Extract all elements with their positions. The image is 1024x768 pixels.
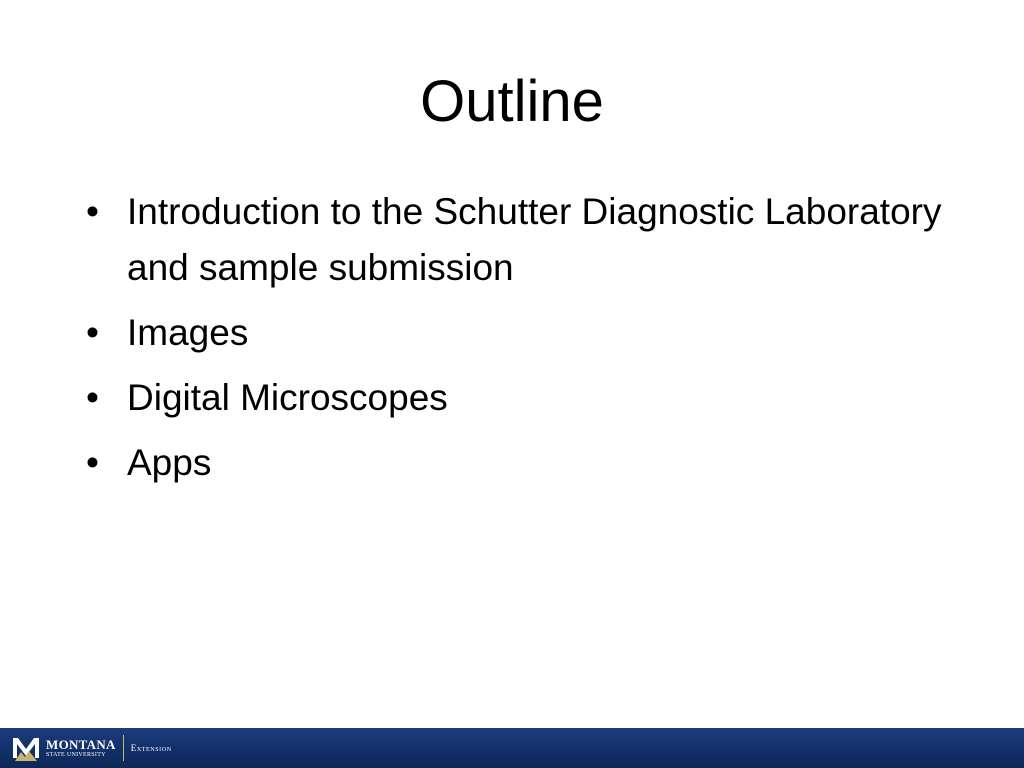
bullet-marker: •	[86, 312, 99, 353]
logo-wordmark	[46, 738, 116, 759]
bullet-marker: •	[86, 442, 99, 483]
logo-divider	[123, 735, 124, 761]
bullet-text: Apps	[127, 442, 212, 483]
footer-bar	[0, 728, 1024, 768]
bullet-list	[86, 184, 956, 500]
bullet-item	[86, 435, 956, 491]
msu-m-mountain-icon	[12, 734, 40, 762]
msu-extension-logo	[12, 734, 172, 762]
logo-montana-text: MONTANA	[46, 736, 116, 752]
bullet-item	[86, 184, 956, 296]
logo-state-university-text: STATE UNIVERSITY	[46, 751, 106, 758]
slide-title: Outline	[420, 69, 604, 134]
bullet-item	[86, 370, 956, 426]
logo-extension-text: Extension	[130, 743, 172, 753]
bullet-text: Digital Microscopes	[127, 377, 448, 418]
bullet-text: Images	[127, 312, 249, 353]
bullet-text: Introduction to the Schutter Diagnostic Laboratory and sample submission	[127, 191, 942, 288]
bullet-marker: •	[86, 377, 99, 418]
bullet-marker: •	[86, 191, 99, 232]
bullet-item	[86, 305, 956, 361]
